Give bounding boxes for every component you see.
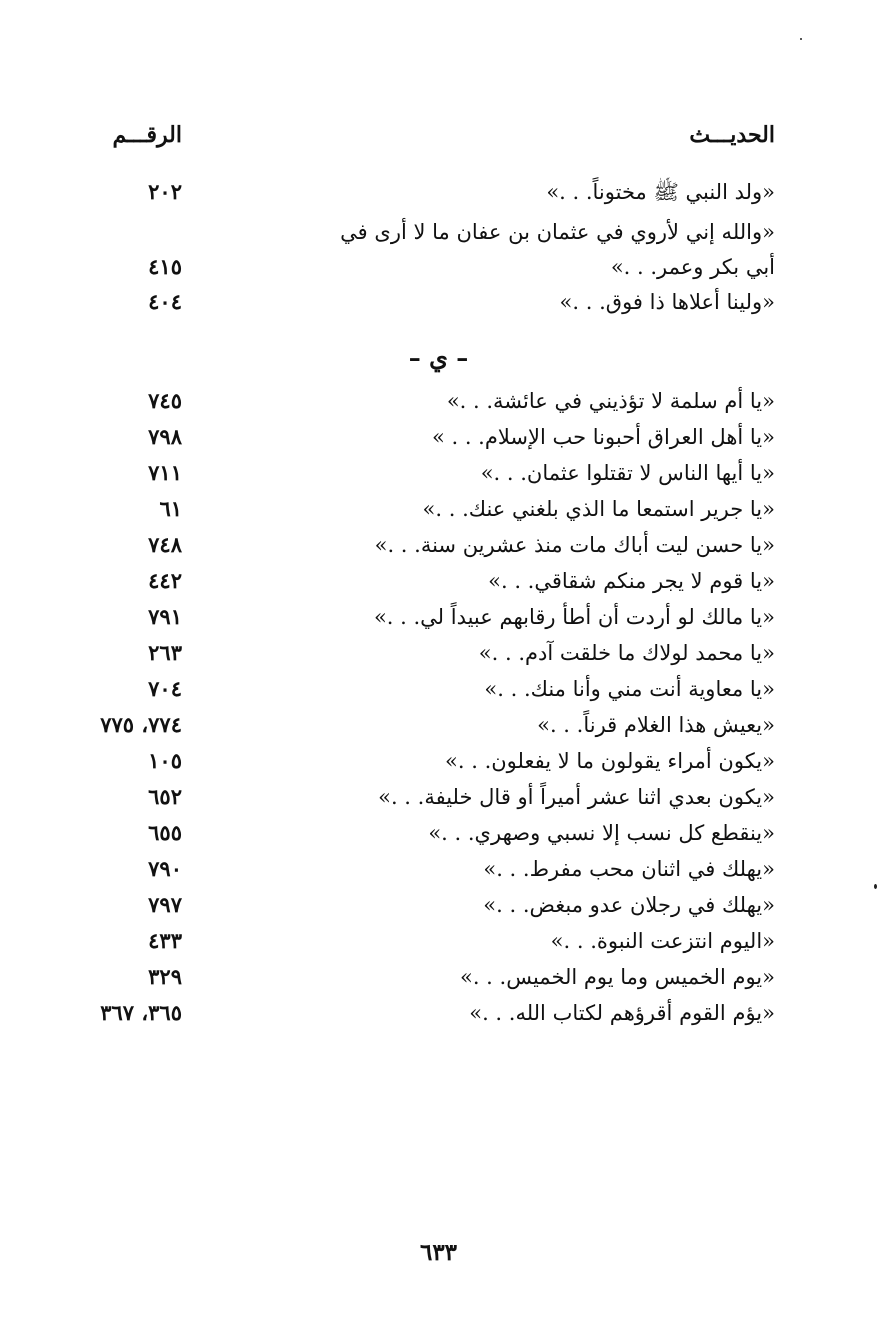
index-entry	[0, 995, 877, 1031]
index-entry	[0, 249, 877, 285]
index-entry	[0, 284, 877, 320]
letter-section-heading: – ي –	[408, 343, 469, 372]
hadith-text: «يا حسن ليت أباك مات منذ عشرين سنة. . .»	[374, 533, 775, 557]
index-entry	[0, 419, 877, 455]
hadith-text: «يا جرير استمعا ما الذي بلغني عنك. . .»	[422, 497, 775, 521]
index-entry	[0, 779, 877, 815]
reference-number: ٤١٥	[148, 254, 182, 279]
reference-number: ٦١	[159, 496, 182, 521]
reference-number: ٧٩٨	[148, 424, 182, 449]
reference-number: ٧٩١	[148, 604, 182, 629]
reference-number: ٧٩٧	[148, 892, 182, 917]
hadith-text: «والله إني لأروي في عثمان بن عفان ما لا أرى في	[340, 220, 775, 244]
reference-number: ٢٦٣	[148, 640, 182, 665]
hadith-text: «يا محمد لولاك ما خلقت آدم. . .»	[478, 641, 775, 665]
hadith-text: «يا قوم لا يجر منكم شقاقي. . .»	[488, 569, 775, 593]
index-entry	[0, 815, 877, 851]
index-entry	[0, 923, 877, 959]
index-entry	[0, 887, 877, 923]
hadith-text: «يكون بعدي اثنا عشر أميراً أو قال خليفة. . .»	[378, 785, 775, 809]
scan-speck	[800, 38, 802, 40]
index-entry	[0, 527, 877, 563]
hadith-text: «ينقطع كل نسب إلا نسبي وصهري. . .»	[428, 821, 775, 845]
hadith-text: «ولينا أعلاها ذا فوق. . .»	[559, 290, 775, 314]
hadith-text: «يعيش هذا الغلام قرناً. . .»	[537, 713, 775, 737]
hadith-text: «يؤم القوم أقرؤهم لكتاب الله. . .»	[469, 1001, 775, 1025]
index-entry	[0, 959, 877, 995]
hadith-text: «يا أم سلمة لا تؤذيني في عائشة. . .»	[446, 389, 775, 413]
reference-number: ٤٣٣	[148, 928, 182, 953]
hadith-text: «يهلك في رجلان عدو مبغض. . .»	[483, 893, 775, 917]
index-entry	[0, 383, 877, 419]
index-entry	[0, 635, 877, 671]
index-entry	[0, 851, 877, 887]
reference-number: ٢٠٢	[148, 179, 182, 204]
hadith-text: «يا أيها الناس لا تقتلوا عثمان. . .»	[480, 461, 775, 485]
reference-number: ٧٩٠	[148, 856, 182, 881]
reference-number: ٤٠٤	[148, 289, 182, 314]
hadith-column-title: الحديـــث	[689, 122, 775, 148]
reference-number: ٣٢٩	[148, 964, 182, 989]
hadith-text: «يا أهل العراق أحبونا حب الإسلام. . . »	[431, 425, 775, 449]
hadith-text: «ولد النبي ﷺ مختوناً. . .»	[546, 180, 775, 204]
reference-number: ٦٥٢	[148, 784, 182, 809]
reference-number: ٧١١	[148, 460, 182, 485]
reference-number: ٤٤٢	[148, 568, 182, 593]
reference-number: ٣٦٥، ٣٦٧	[100, 1000, 182, 1025]
hadith-text: «يهلك في اثنان محب مفرط. . .»	[483, 857, 775, 881]
index-entry	[0, 455, 877, 491]
number-column-title: الرقـــم	[112, 122, 182, 148]
index-entry	[0, 743, 877, 779]
index-entry	[0, 707, 877, 743]
reference-number: ١٠٥	[148, 748, 182, 773]
index-entry	[0, 491, 877, 527]
hadith-text: «اليوم انتزعت النبوة. . .»	[550, 929, 775, 953]
hadith-text: «يا معاوية أنت مني وأنا منك. . .»	[484, 677, 775, 701]
reference-number: ٧٤٨	[148, 532, 182, 557]
page-number: ٦٣٣	[419, 1239, 458, 1266]
index-entry	[0, 563, 877, 599]
hadith-text: أبي بكر وعمر. . .»	[610, 255, 775, 279]
hadith-text: «يا مالك لو أردت أن أطأ رقابهم عبيداً لي. . .»	[373, 605, 775, 629]
column-header	[0, 117, 877, 153]
index-entry	[0, 599, 877, 635]
index-entry	[0, 174, 877, 210]
reference-number: ٧٧٤، ٧٧٥	[100, 712, 182, 737]
hadith-text: «يكون أمراء يقولون ما لا يفعلون. . .»	[445, 749, 775, 773]
reference-number: ٧٠٤	[148, 676, 182, 701]
index-entry	[0, 671, 877, 707]
reference-number: ٦٥٥	[148, 820, 182, 845]
index-entry	[0, 214, 877, 250]
reference-number: ٧٤٥	[148, 388, 182, 413]
hadith-text: «يوم الخميس وما يوم الخميس. . .»	[459, 965, 775, 989]
